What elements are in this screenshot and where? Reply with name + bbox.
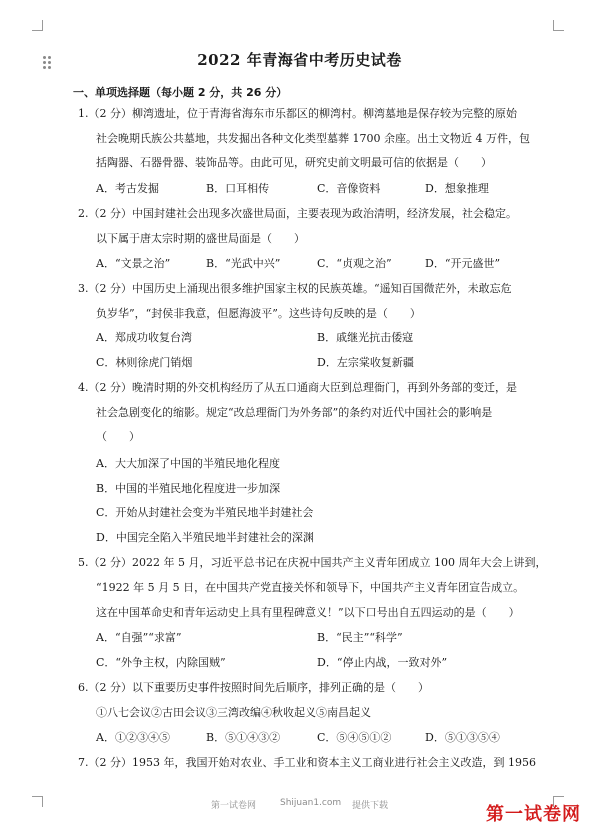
question-3-option-a[interactable]: A．郑成功收复台湾 bbox=[96, 331, 192, 344]
question-2-option-d[interactable]: D．“开元盛世” bbox=[425, 257, 501, 270]
question-5-line-1: 5.（2 分）2022 年 5 月，习近平总书记在庆祝中国共产主义青年团成立 100 周年大会上讲到， bbox=[78, 556, 547, 569]
question-5-option-a[interactable]: A．“自强”“求富” bbox=[96, 631, 182, 644]
question-2-option-c[interactable]: C．“贞观之治” bbox=[317, 257, 392, 270]
corner-mark-top-left bbox=[32, 20, 43, 31]
question-5-option-d[interactable]: D．“停止内战，一致对外” bbox=[317, 656, 448, 669]
question-4-option-b[interactable]: B．中国的半殖民地化程度进一步加深 bbox=[96, 482, 281, 495]
question-2-option-b[interactable]: B．“光武中兴” bbox=[206, 257, 281, 270]
question-6-option-c[interactable]: C．⑤④⑤①② bbox=[317, 731, 392, 744]
question-2-line-1: 2.（2 分）中国封建社会出现多次盛世局面，主要表现为政治清明，经济发展，社会稳定。 bbox=[78, 207, 517, 220]
question-2-line-2: 以下属于唐太宗时期的盛世局面是（ ） bbox=[96, 232, 305, 245]
footer-site-name: 第一试卷网 bbox=[211, 801, 257, 811]
question-3-line-2: 负岁华”，“封侯非我意，但愿海波平”。这些诗句反映的是（ ） bbox=[96, 307, 421, 320]
question-6-option-b[interactable]: B．⑤①④③② bbox=[206, 731, 281, 744]
question-5-line-3: 这在中国革命史和青年运动史上具有里程碑意义！”以下口号出自五四运动的是（ ） bbox=[96, 606, 520, 619]
question-1-option-d[interactable]: D．想象推理 bbox=[425, 182, 489, 195]
question-4-option-d[interactable]: D．中国完全陷入半殖民地半封建社会的深渊 bbox=[96, 531, 314, 544]
question-4-line-2: 社会急剧变化的缩影。规定“改总理衙门为外务部”的条约对近代中国社会的影响是 bbox=[96, 406, 493, 419]
section-heading: 一、单项选择题（每小题 2 分，共 26 分） bbox=[73, 86, 288, 99]
question-5-option-c[interactable]: C．“外争主权，内除国贼” bbox=[96, 656, 226, 669]
question-1-line-2: 社会晚期氏族公共墓地，共发掘出各种文化类型墓葬 1700 余座。出土文物近 4 万件，包 bbox=[96, 132, 530, 145]
question-4-line-3: （ ） bbox=[96, 430, 140, 443]
question-6-line-1: 6.（2 分）以下重要历史事件按照时间先后顺序，排列正确的是（ ） bbox=[78, 681, 429, 694]
question-1-option-b[interactable]: B．口耳相传 bbox=[206, 182, 270, 195]
question-5-line-2: “1922 年 5 月 5 日，在中国共产党直接关怀和领导下，中国共产主义青年团宣告成立。 bbox=[96, 581, 525, 594]
footer-download-text: 提供下载 bbox=[352, 801, 389, 811]
question-1-option-c[interactable]: C．音像资料 bbox=[317, 182, 381, 195]
question-3-option-c[interactable]: C．林则徐虎门销烟 bbox=[96, 356, 193, 369]
question-4-option-a[interactable]: A．大大加深了中国的半殖民地化程度 bbox=[96, 457, 280, 470]
question-3-line-1: 3.（2 分）中国历史上涌现出很多维护国家主权的民族英雄。“遥知百国微茫外，未敢忘危 bbox=[78, 282, 512, 295]
question-1-option-a[interactable]: A．考古发掘 bbox=[96, 182, 159, 195]
corner-mark-bottom-left bbox=[32, 796, 43, 807]
question-1-line-1: 1.（2 分）柳湾遗址，位于青海省海东市乐都区的柳湾村。柳湾墓地是保存较为完整的原始 bbox=[78, 107, 517, 120]
question-2-option-a[interactable]: A．“文景之治” bbox=[96, 257, 171, 270]
question-6-option-d[interactable]: D．⑤①③⑤④ bbox=[425, 731, 500, 744]
question-5-option-b[interactable]: B．“民主”“科学” bbox=[317, 631, 403, 644]
footer-site-url[interactable]: Shijuan1.com bbox=[280, 798, 342, 808]
question-6-line-2: ①八七会议②古田会议③三湾改编④秋收起义⑤南昌起义 bbox=[96, 706, 371, 719]
question-1-line-3: 括陶器、石器骨器、装饰品等。由此可见，研究史前文明最可信的依据是（ ） bbox=[96, 156, 492, 169]
page-title: 2022 年青海省中考历史试卷 bbox=[197, 51, 402, 69]
question-6-option-a[interactable]: A．①②③④⑤ bbox=[96, 731, 170, 744]
question-4-option-c[interactable]: C．开始从封建社会变为半殖民地半封建社会 bbox=[96, 506, 314, 519]
question-3-option-d[interactable]: D．左宗棠收复新疆 bbox=[317, 356, 414, 369]
corner-mark-top-right bbox=[553, 20, 564, 31]
question-4-line-1: 4.（2 分）晚清时期的外交机构经历了从五口通商大臣到总理衙门，再到外务部的变迁，是 bbox=[78, 381, 517, 394]
brand-watermark: 第一试卷网 bbox=[486, 804, 581, 825]
question-3-option-b[interactable]: B．戚继光抗击倭寇 bbox=[317, 331, 414, 344]
question-7-line-1: 7.（2 分）1953 年，我国开始对农业、手工业和资本主义工商业进行社会主义改造，到 1956 bbox=[78, 756, 536, 769]
